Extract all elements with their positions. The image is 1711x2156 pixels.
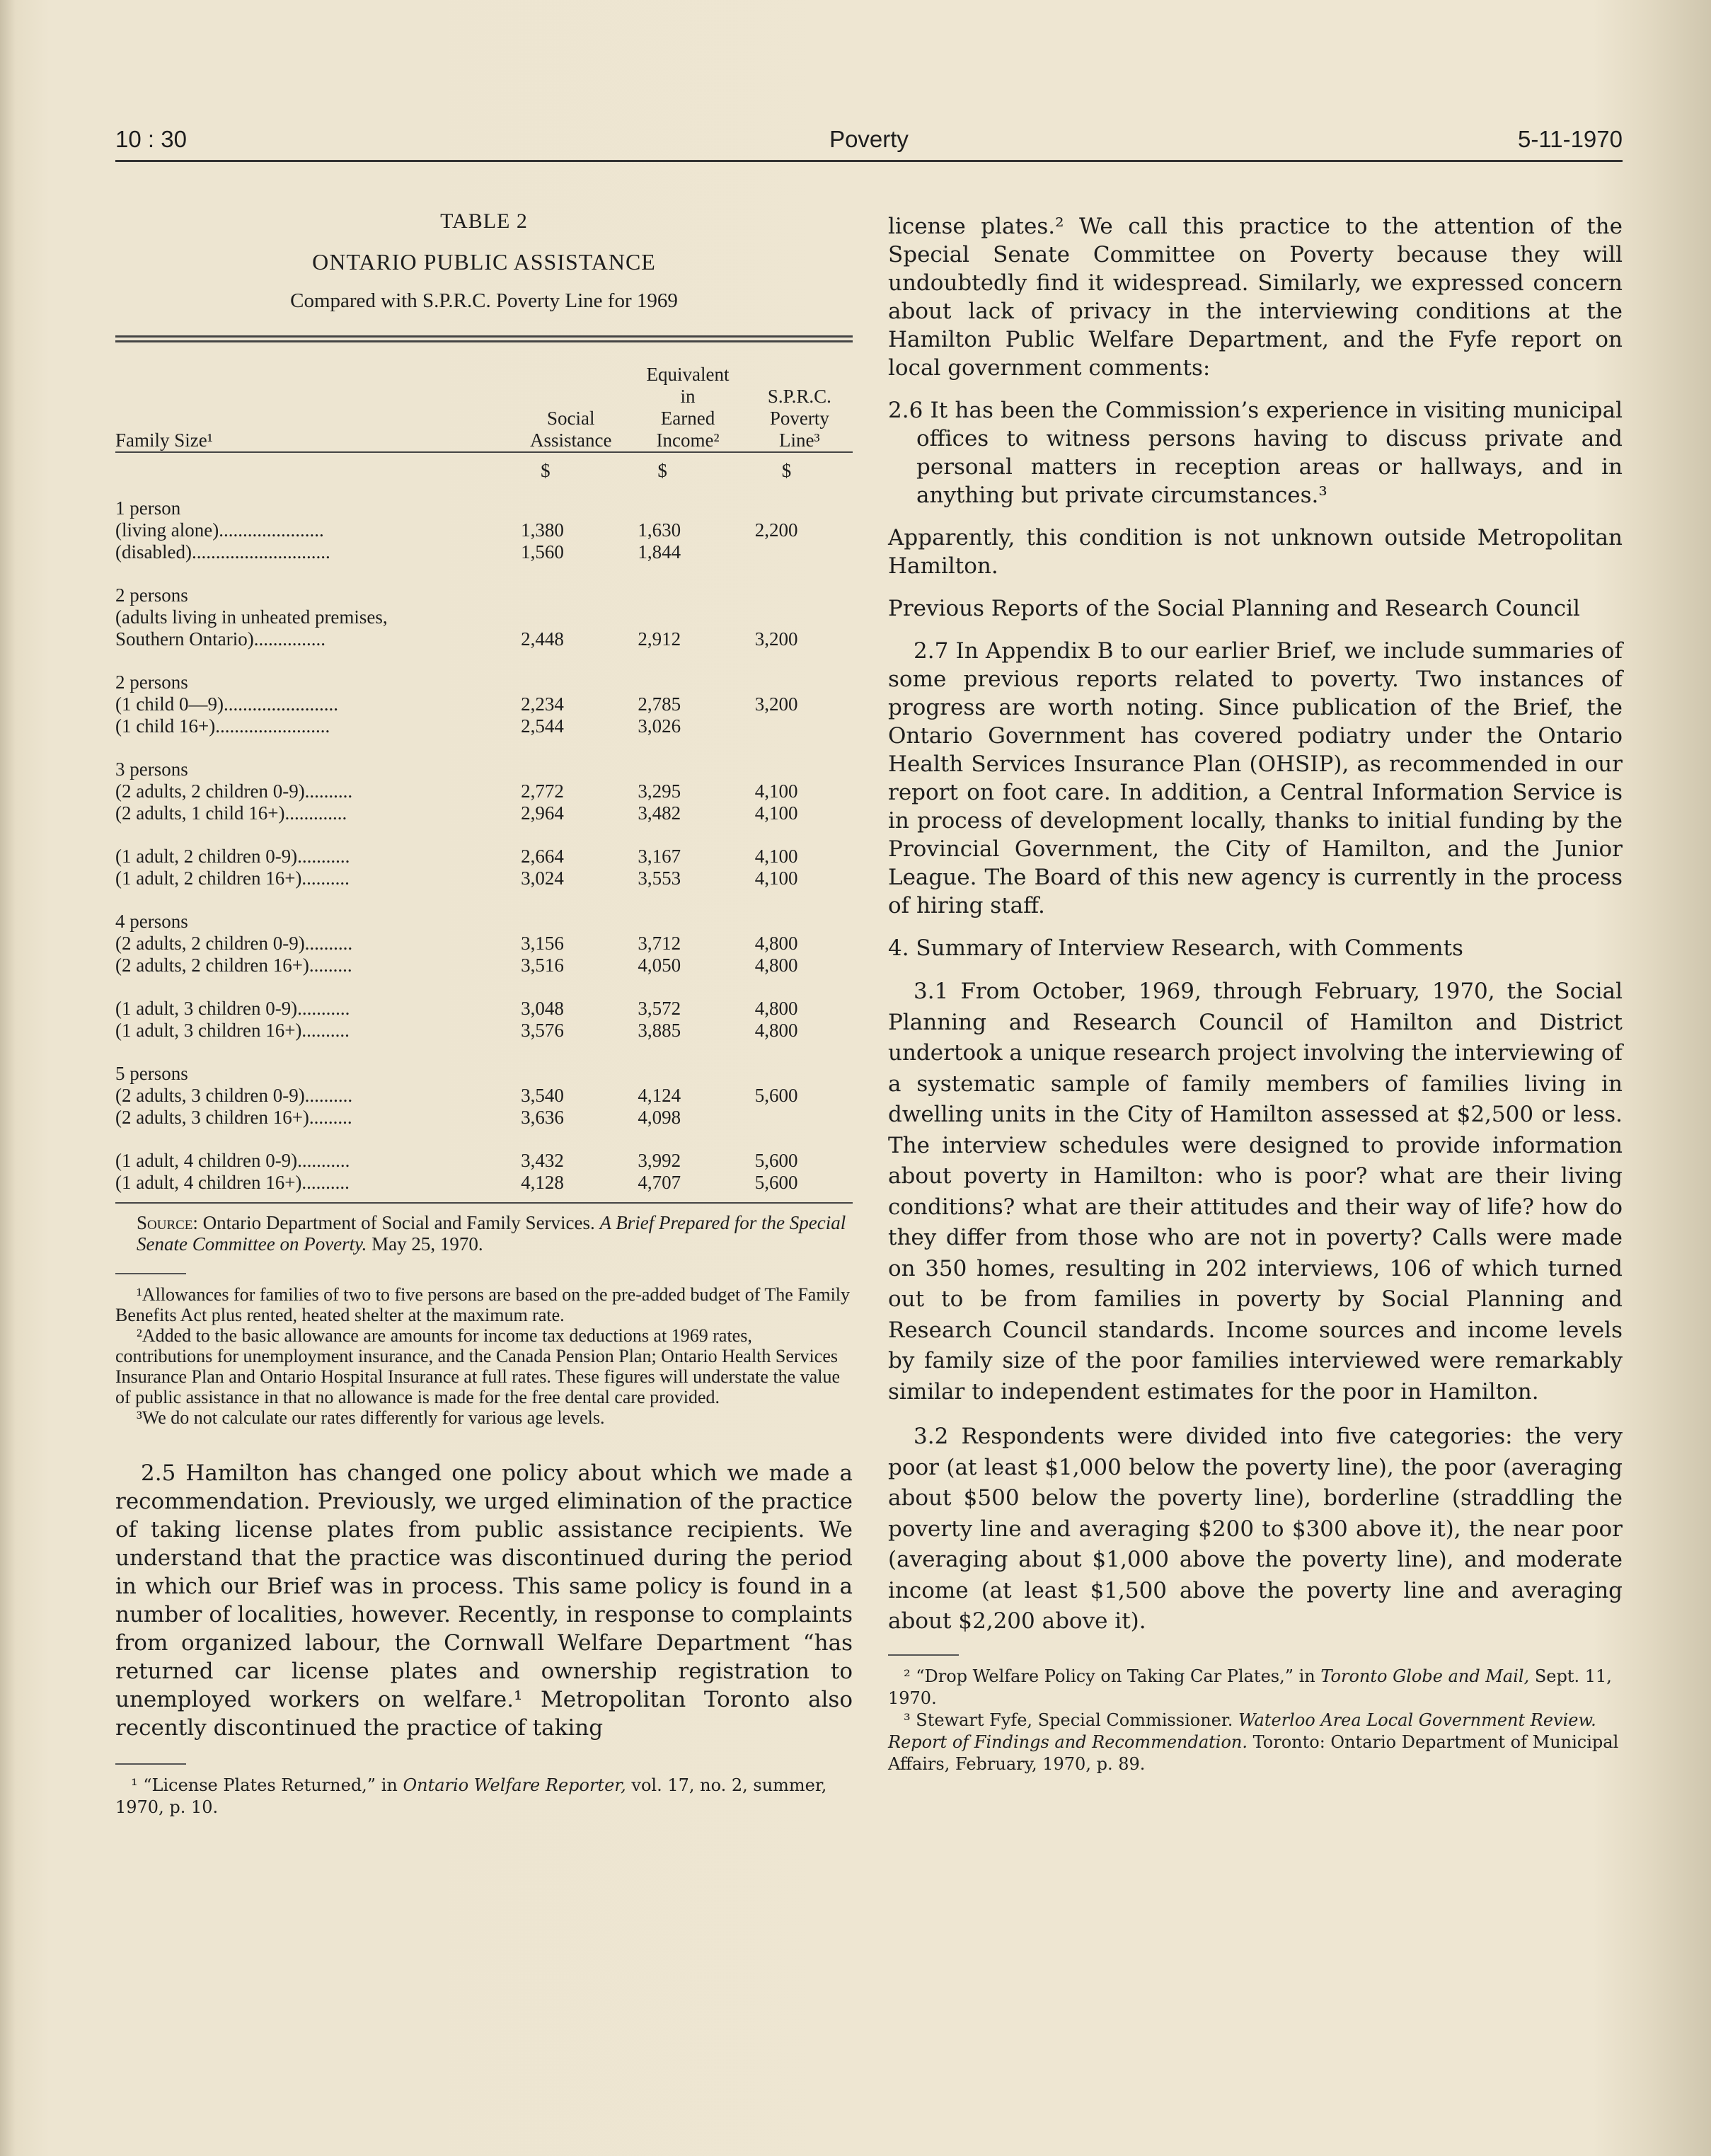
social-assistance-cell: 2,772 xyxy=(521,780,564,802)
paragraph-2-5: 2.5 Hamilton has changed one policy about which we made a recommendation. Previously, we urged elimination of the practice of taking license plates from public assistance recipients. We understand that the practice was discontinued during the period in which our Brief was in process. This same policy is found in a number of localities, however. Recently, in response to complaints from organized labour, the Cornwall Welfare Department “has returned car license plates and ownership registration to unemployed workers on welfare.¹ Metropolitan Toronto also recently discontinued the practice of taking xyxy=(115,1460,853,1741)
table-row xyxy=(115,541,853,563)
table-row xyxy=(115,1150,853,1172)
poverty-line-cell: 4,800 xyxy=(754,1020,798,1041)
table-body xyxy=(115,497,853,1194)
social-assistance-cell: 2,964 xyxy=(521,802,564,824)
row-label: (1 adult, 4 children 0-9)........... xyxy=(115,1150,350,1171)
social-assistance-cell: 3,636 xyxy=(521,1107,564,1128)
table-row xyxy=(115,584,853,606)
earned-income-cell: 3,712 xyxy=(638,933,681,954)
table-spacer xyxy=(115,650,853,671)
row-label: 3 persons xyxy=(115,759,188,780)
footnote-2: ² “Drop Welfare Policy on Taking Car Plates,” in Toronto Globe and Mail, Sept. 11, 1970. xyxy=(888,1666,1612,1708)
social-assistance-cell: 2,664 xyxy=(521,846,564,867)
table-row xyxy=(115,933,853,955)
table-footnotes xyxy=(115,1284,853,1428)
table-row xyxy=(115,1172,853,1194)
table-row xyxy=(115,759,853,780)
col-header-equivalent: Equivalent in Earned Income² xyxy=(646,364,730,451)
earned-income-cell: 3,167 xyxy=(638,846,681,867)
social-assistance-cell: 1,560 xyxy=(521,541,564,563)
poverty-line-cell: 4,100 xyxy=(754,846,798,867)
earned-income-cell: 4,098 xyxy=(638,1107,681,1128)
running-header xyxy=(115,126,1623,160)
table-spacer xyxy=(115,976,853,998)
table-footnote-1: ¹Allowances for families of two to five persons are based on the pre-added budget of The Family Benefits Act plus rented, heated shelter at the maximum rate. xyxy=(115,1284,851,1325)
header-date: 5-11-1970 xyxy=(1517,126,1623,152)
row-label: (2 adults, 3 children 16+)......... xyxy=(115,1107,352,1128)
social-assistance-cell: 3,024 xyxy=(521,867,564,889)
table-row xyxy=(115,955,853,976)
right-column xyxy=(888,212,1623,1775)
section-heading-summary: 4. Summary of Interview Research, with Comments xyxy=(888,935,1463,961)
row-label: 1 person xyxy=(115,497,181,519)
social-assistance-cell xyxy=(512,497,629,519)
earned-income-cell: 4,124 xyxy=(638,1085,681,1106)
social-assistance-cell: 1,380 xyxy=(521,519,564,541)
table-spacer xyxy=(115,1042,853,1063)
poverty-line-cell xyxy=(747,759,853,780)
earned-income-cell: 2,912 xyxy=(638,628,681,650)
earned-income-cell: 3,572 xyxy=(638,998,681,1019)
earned-income-cell: 3,553 xyxy=(638,867,681,889)
table-number: TABLE 2 xyxy=(440,209,528,233)
poverty-line-cell: 5,600 xyxy=(754,1150,798,1171)
row-label: (1 adult, 3 children 16+).......... xyxy=(115,1020,350,1041)
table-row xyxy=(115,628,853,650)
earned-income-cell: 3,885 xyxy=(638,1020,681,1041)
row-label: 4 persons xyxy=(115,911,188,932)
assistance-table xyxy=(115,364,853,1194)
row-label: (1 adult, 3 children 0-9)........... xyxy=(115,998,350,1019)
social-assistance-cell: 2,448 xyxy=(521,628,564,650)
col-header-social: Social Assistance xyxy=(529,408,612,451)
poverty-line-cell: 5,600 xyxy=(754,1172,798,1193)
table-row xyxy=(115,519,853,541)
social-assistance-cell: 2,544 xyxy=(521,715,564,737)
row-label: (2 adults, 2 children 0-9).......... xyxy=(115,933,353,954)
running-title: Poverty xyxy=(829,126,909,152)
row-label: (1 adult, 2 children 16+).......... xyxy=(115,867,350,889)
social-assistance-cell: 3,048 xyxy=(521,998,564,1019)
table-row xyxy=(115,846,853,867)
social-assistance-cell xyxy=(512,671,629,693)
table-row xyxy=(115,911,853,933)
footnote-divider xyxy=(115,1273,186,1274)
poverty-line-cell xyxy=(747,606,853,628)
left-footnote: ¹ “License Plates Returned,” in Ontario Welfare Reporter, vol. 17, no. 2, summer, 1970, p. 10. xyxy=(115,1775,827,1817)
table-title: ONTARIO PUBLIC ASSISTANCE xyxy=(312,249,656,275)
poverty-line-cell xyxy=(747,1107,853,1129)
social-assistance-cell xyxy=(512,1063,629,1085)
section-heading-previous-reports: Previous Reports of the Social Planning and Research Council xyxy=(888,596,1580,621)
poverty-line-cell: 4,800 xyxy=(754,933,798,954)
table-row xyxy=(115,780,853,802)
table-footnote-2: ²Added to the basic allowance are amounts for income tax deductions at 1969 rates, contributions for unemployment insurance, and the Canada Pension Plan; Ontario Health Services Insurance Plan and Ontario Hospital Insurance at full rates. These figures will understate the value of public assistance in that no allowance is made for the free dental care provided. xyxy=(115,1325,841,1407)
earned-income-cell: 1,844 xyxy=(638,541,681,563)
earned-income-cell: 4,707 xyxy=(638,1172,681,1193)
poverty-line-cell xyxy=(747,715,853,737)
table-row xyxy=(115,998,853,1020)
social-assistance-cell: 3,432 xyxy=(521,1150,564,1171)
table-spacer xyxy=(115,563,853,584)
poverty-line-cell xyxy=(747,1063,853,1085)
table-row xyxy=(115,606,853,628)
earned-income-cell xyxy=(629,671,746,693)
table-row xyxy=(115,715,853,737)
right-body xyxy=(888,212,1623,1637)
table-source: Source: Ontario Department of Social and Family Services. A Brief Prepared for the Special Senate Committee on Poverty. May 25, 1970. xyxy=(137,1212,846,1255)
table-row xyxy=(115,1063,853,1085)
earned-income-cell xyxy=(629,759,746,780)
row-label: 2 persons xyxy=(115,671,188,693)
poverty-line-cell xyxy=(747,671,853,693)
paragraph-apparently: Apparently, this condition is not unknown outside Metropolitan Hamilton. xyxy=(888,525,1623,579)
paragraph-continued: license plates.² We call this practice to the attention of the Special Senate Committee on Poverty because they will undoubtedly find it widespread. Similarly, we expressed concern about lack of privacy in the interviewing conditions at the Hamilton Public Welfare Department, and the Fyfe report on local government comments: xyxy=(888,214,1623,381)
table-row xyxy=(115,802,853,824)
poverty-line-cell: 4,800 xyxy=(754,998,798,1019)
unit-row: $ $ $ xyxy=(541,460,792,481)
row-label: Southern Ontario)............... xyxy=(115,628,326,650)
table-row xyxy=(115,1085,853,1107)
footnote-3: ³ Stewart Fyfe, Special Commissioner. Waterloo Area Local Government Review. Report of Findings and Recommendation. Toronto: Ontario Department of Municipal Affairs, February, 1970, p. 89. xyxy=(888,1710,1619,1774)
row-label: 5 persons xyxy=(115,1063,188,1084)
poverty-line-cell: 3,200 xyxy=(754,693,798,715)
row-label: (disabled)............................. xyxy=(115,541,330,563)
paragraph-2-7: 2.7 In Appendix B to our earlier Brief, we include summaries of some previous reports related to poverty. Two instances of progress are worth noting. Since publication of the Brief, the Ontario Government has covered podiatry under the Ontario Health Services Insurance Plan (OHSIP), as recommended in our report on foot care. In addition, a Central Information Service is in process of development locally, thanks to initial funding by the Provincial Government, the City of Hamilton, and the Junior League. The Board of this new agency is currently in the process of hiring staff. xyxy=(888,638,1623,918)
table-row xyxy=(115,1020,853,1042)
earned-income-cell xyxy=(629,584,746,606)
earned-income-cell xyxy=(629,911,746,933)
left-footnote-divider xyxy=(115,1763,186,1765)
earned-income-cell: 3,992 xyxy=(638,1150,681,1171)
social-assistance-cell: 3,576 xyxy=(521,1020,564,1041)
poverty-line-cell xyxy=(747,497,853,519)
row-label: (2 adults, 3 children 0-9).......... xyxy=(115,1085,353,1106)
social-assistance-cell xyxy=(512,584,629,606)
table-spacer xyxy=(115,737,853,759)
col-header-family: Family Size¹ xyxy=(115,430,213,451)
poverty-line-cell: 4,100 xyxy=(754,802,798,824)
row-label: (1 child 16+)........................ xyxy=(115,715,330,737)
social-assistance-cell: 3,516 xyxy=(521,955,564,976)
social-assistance-cell: 4,128 xyxy=(521,1172,564,1193)
social-assistance-cell: 3,156 xyxy=(521,933,564,954)
table-spacer xyxy=(115,824,853,846)
right-footnote-divider xyxy=(888,1654,959,1656)
table-bottom-rule xyxy=(115,1202,853,1204)
table-top-rule xyxy=(115,335,853,342)
table-spacer xyxy=(115,1129,853,1150)
paragraph-3-2: 3.2 Respondents were divided into five categories: the very poor (at least $1,000 below the poverty line), the poor (averaging about $500 below the poverty line), borderline (straddling the poverty line and averaging $200 to $300 above it), the near poor (averaging about $1,000 above the poverty line), and moderate income (at least $1,500 above the poverty line and averaging about $2,200 above it). xyxy=(888,1424,1623,1634)
poverty-line-cell: 4,100 xyxy=(754,780,798,802)
page-number: 10 : 30 xyxy=(115,126,187,152)
row-label: (1 adult, 2 children 0-9)........... xyxy=(115,846,350,867)
header-rule xyxy=(115,160,1623,162)
table-row xyxy=(115,867,853,889)
table-row xyxy=(115,671,853,693)
row-label: 2 persons xyxy=(115,584,188,606)
earned-income-cell: 3,026 xyxy=(638,715,681,737)
row-label: (2 adults, 2 children 16+)......... xyxy=(115,955,352,976)
paragraph-3-1: 3.1 From October, 1969, through February, 1970, the Social Planning and Research Council of Hamilton and District undertook a unique research project involving the interviewing of a systematic sample of family members of families living in dwelling units in the City of Hamilton assessed at $2,500 or less. The interview schedules were designed to provide information about poverty in Hamilton: who is poor? what are their living conditions? what are their attitudes and their way of life? how do they differ from those who are not in poverty? Calls were made on 350 homes, resulting in 202 interviews, 106 of which turned out to be from families in poverty by Social Planning and Research Council standards. Income sources and income levels by family size of the poor families interviewed were remarkably similar to independent estimates for the poor in Hamilton. xyxy=(888,979,1623,1405)
row-label: (1 child 0—9)........................ xyxy=(115,693,338,715)
right-footnotes xyxy=(888,1666,1623,1775)
left-column xyxy=(115,198,853,1818)
table-footnote-3: ³We do not calculate our rates differently for various age levels. xyxy=(137,1407,605,1428)
earned-income-cell: 3,295 xyxy=(638,780,681,802)
row-label: (2 adults, 2 children 0-9).......... xyxy=(115,780,353,802)
earned-income-cell: 2,785 xyxy=(638,693,681,715)
earned-income-cell: 3,482 xyxy=(638,802,681,824)
earned-income-cell xyxy=(629,1063,746,1085)
earned-income-cell xyxy=(629,606,746,628)
poverty-line-cell xyxy=(747,584,853,606)
social-assistance-cell xyxy=(512,606,629,628)
poverty-line-cell xyxy=(747,911,853,933)
table-spacer xyxy=(115,889,853,911)
table-row xyxy=(115,1107,853,1129)
poverty-line-cell: 4,100 xyxy=(754,867,798,889)
table-subtitle: Compared with S.P.R.C. Poverty Line for 1969 xyxy=(290,289,678,312)
table-row xyxy=(115,693,853,715)
row-label: (living alone)...................... xyxy=(115,519,324,541)
left-body xyxy=(115,1459,853,1742)
col-header-sprc: S.P.R.C. Poverty Line³ xyxy=(767,386,831,451)
row-label: (2 adults, 1 child 16+)............. xyxy=(115,802,347,824)
poverty-line-cell: 3,200 xyxy=(754,628,798,650)
poverty-line-cell xyxy=(747,541,853,563)
earned-income-cell: 4,050 xyxy=(638,955,681,976)
row-label: (adults living in unheated premises, xyxy=(115,606,388,628)
social-assistance-cell xyxy=(512,759,629,780)
earned-income-cell: 1,630 xyxy=(638,519,681,541)
table-row xyxy=(115,497,853,519)
poverty-line-cell: 2,200 xyxy=(754,519,798,541)
poverty-line-cell: 4,800 xyxy=(754,955,798,976)
social-assistance-cell: 2,234 xyxy=(521,693,564,715)
social-assistance-cell: 3,540 xyxy=(521,1085,564,1106)
earned-income-cell xyxy=(629,497,746,519)
row-label: (1 adult, 4 children 16+).......... xyxy=(115,1172,350,1193)
social-assistance-cell xyxy=(512,911,629,933)
poverty-line-cell: 5,600 xyxy=(754,1085,798,1106)
fyfe-quote: 2.6 It has been the Commission’s experience in visiting municipal offices to witness persons having to discuss private and personal matters in reception areas or hallways, and in anything but private circumstances.³ xyxy=(888,398,1623,508)
